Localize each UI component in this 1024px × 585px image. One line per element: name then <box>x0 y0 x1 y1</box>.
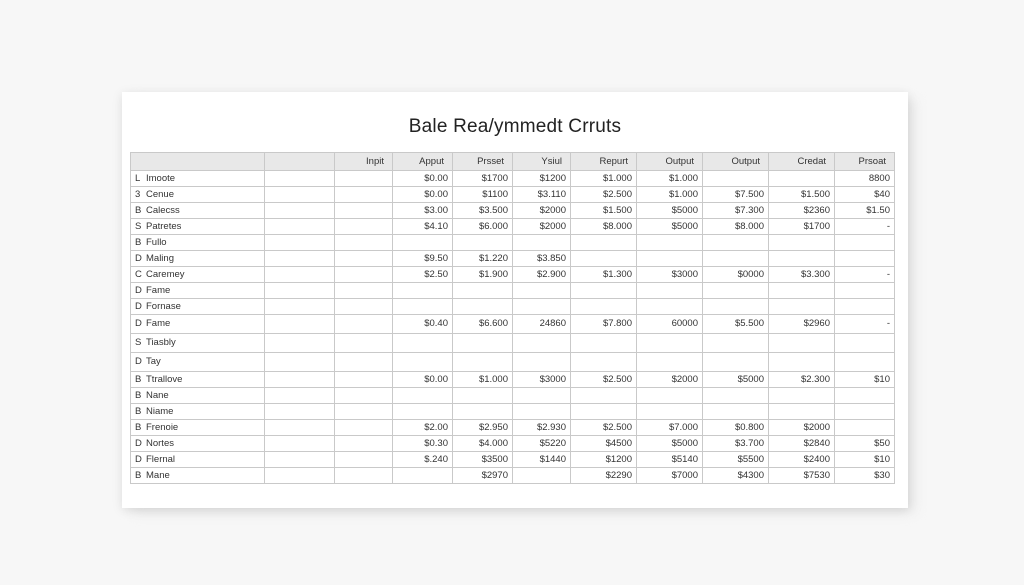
table-cell <box>637 251 703 267</box>
table-cell: $50 <box>835 436 895 452</box>
column-header: Prsoat <box>835 153 895 171</box>
table-cell: 60000 <box>637 315 703 334</box>
table-cell <box>835 353 895 372</box>
table-cell: $3.850 <box>513 251 571 267</box>
table-row <box>131 235 895 251</box>
row-name: Fame <box>146 318 171 329</box>
table-cell: $2000 <box>769 420 835 436</box>
row-label-cell <box>131 315 265 334</box>
table-cell <box>637 235 703 251</box>
table-cell <box>835 404 895 420</box>
row-key: D <box>135 252 142 264</box>
table-cell <box>393 235 453 251</box>
table-cell <box>393 353 453 372</box>
table-cell: $30 <box>835 468 895 484</box>
table-cell <box>571 299 637 315</box>
table-cell: $1700 <box>769 219 835 235</box>
row-key: B <box>135 389 142 401</box>
table-row <box>131 251 895 267</box>
table-cell: $1440 <box>513 452 571 468</box>
table-cell: $6.600 <box>453 315 513 334</box>
table-cell <box>335 187 393 203</box>
table-cell <box>513 353 571 372</box>
row-key: B <box>135 373 142 385</box>
table-row <box>131 315 895 334</box>
table-cell: $3500 <box>453 452 513 468</box>
table-cell <box>835 299 895 315</box>
table-cell: $2.300 <box>769 372 835 388</box>
row-label-cell <box>131 436 265 452</box>
row-label-cell <box>131 388 265 404</box>
table-cell: $10 <box>835 452 895 468</box>
table-cell <box>637 404 703 420</box>
row-name: Fullo <box>146 236 167 248</box>
table-cell <box>265 251 335 267</box>
table-cell <box>835 251 895 267</box>
table-cell: $2970 <box>453 468 513 484</box>
table-cell: $0.00 <box>393 171 453 187</box>
table-cell <box>703 388 769 404</box>
column-header: Inpit <box>335 153 393 171</box>
row-label-cell <box>131 171 265 187</box>
table-cell <box>335 267 393 283</box>
row-label-cell <box>131 452 265 468</box>
table-cell: $2360 <box>769 203 835 219</box>
table-cell <box>835 388 895 404</box>
table-row <box>131 219 895 235</box>
table-cell <box>335 219 393 235</box>
table-row <box>131 388 895 404</box>
table-cell <box>393 283 453 299</box>
table-cell <box>265 219 335 235</box>
table-cell <box>453 283 513 299</box>
table-cell <box>637 353 703 372</box>
table-cell: $5.500 <box>703 315 769 334</box>
row-label-cell <box>131 283 265 299</box>
table-cell: $1.220 <box>453 251 513 267</box>
row-name: Nortes <box>146 437 174 449</box>
column-header: Prsset <box>453 153 513 171</box>
table-cell <box>335 372 393 388</box>
table-cell: $5500 <box>703 452 769 468</box>
table-cell <box>265 235 335 251</box>
column-header: Repurt <box>571 153 637 171</box>
table-cell: $5140 <box>637 452 703 468</box>
table-cell <box>393 404 453 420</box>
table-cell <box>513 388 571 404</box>
row-key: S <box>135 337 142 348</box>
table-cell <box>335 468 393 484</box>
table-cell <box>265 299 335 315</box>
row-key: 3 <box>135 188 141 200</box>
table-cell: $4500 <box>571 436 637 452</box>
table-cell: $4.10 <box>393 219 453 235</box>
row-key: L <box>135 172 141 184</box>
table-cell <box>265 283 335 299</box>
row-label-cell <box>131 420 265 436</box>
table-cell: $2.500 <box>571 187 637 203</box>
table-cell <box>835 283 895 299</box>
table-cell: $3.700 <box>703 436 769 452</box>
table-cell: $7.300 <box>703 203 769 219</box>
row-label-cell <box>131 203 265 219</box>
table-cell <box>335 388 393 404</box>
table-cell <box>703 251 769 267</box>
table-cell: - <box>835 315 895 334</box>
table-cell <box>571 353 637 372</box>
row-key: D <box>135 453 142 465</box>
table-cell <box>637 388 703 404</box>
document-title: Bale Rea/ymmedt Crruts <box>408 116 622 137</box>
table-cell <box>335 452 393 468</box>
table-cell: $1.000 <box>571 171 637 187</box>
table-body <box>131 171 895 484</box>
column-header <box>265 153 335 171</box>
table-cell: $5000 <box>637 219 703 235</box>
table-cell: $5000 <box>703 372 769 388</box>
row-key: D <box>135 437 142 449</box>
table-row <box>131 404 895 420</box>
row-name: Imoote <box>146 172 176 184</box>
table-cell <box>769 388 835 404</box>
row-name: Maling <box>146 252 174 264</box>
table-cell <box>835 420 895 436</box>
table-cell <box>265 171 335 187</box>
table-cell: $2.00 <box>393 420 453 436</box>
row-key: C <box>135 268 142 280</box>
table-cell: $1.50 <box>835 203 895 219</box>
table-cell: - <box>835 267 895 283</box>
table-cell: $1.000 <box>637 171 703 187</box>
table-cell: $4.000 <box>453 436 513 452</box>
row-key: B <box>135 236 142 248</box>
table-cell <box>335 334 393 353</box>
row-label-cell <box>131 372 265 388</box>
table-cell: $1.500 <box>769 187 835 203</box>
table-cell: $1.300 <box>571 267 637 283</box>
column-header: Apput <box>393 153 453 171</box>
row-label-cell <box>131 187 265 203</box>
table-cell <box>703 353 769 372</box>
table-cell <box>265 468 335 484</box>
row-key: D <box>135 284 142 296</box>
document-sheet <box>122 92 908 508</box>
table-cell <box>637 283 703 299</box>
row-key: S <box>135 220 142 232</box>
table-cell: $2.500 <box>571 420 637 436</box>
table-cell: $40 <box>835 187 895 203</box>
table-row <box>131 203 895 219</box>
table-cell: $1.000 <box>637 187 703 203</box>
table-cell: $6.000 <box>453 219 513 235</box>
table-cell: $2.50 <box>393 267 453 283</box>
row-key: D <box>135 356 142 367</box>
row-name: Flernal <box>146 453 176 465</box>
table-cell: - <box>835 219 895 235</box>
table-cell <box>393 388 453 404</box>
table-cell: 8800 <box>835 171 895 187</box>
table-row <box>131 334 895 353</box>
table-cell <box>513 235 571 251</box>
row-name: Fornase <box>146 300 181 312</box>
table-cell <box>571 283 637 299</box>
table-cell <box>265 203 335 219</box>
table-cell <box>335 283 393 299</box>
table-cell <box>335 299 393 315</box>
row-name: Mane <box>146 469 170 481</box>
table-row <box>131 436 895 452</box>
table-cell: $2400 <box>769 452 835 468</box>
row-name: Ttrallove <box>146 373 183 385</box>
table-cell <box>393 468 453 484</box>
column-header: Output <box>637 153 703 171</box>
table-cell <box>265 372 335 388</box>
table-cell <box>335 235 393 251</box>
table-row <box>131 267 895 283</box>
table-row <box>131 452 895 468</box>
row-name: Fame <box>146 284 171 296</box>
table-cell: $3000 <box>637 267 703 283</box>
table-cell <box>265 267 335 283</box>
table-cell <box>571 251 637 267</box>
table-cell <box>393 334 453 353</box>
table-cell: $3.110 <box>513 187 571 203</box>
table-cell: $5000 <box>637 203 703 219</box>
row-name: Tay <box>146 356 161 367</box>
table-cell: $8.000 <box>703 219 769 235</box>
table-cell <box>571 235 637 251</box>
table-row <box>131 187 895 203</box>
table-cell <box>769 283 835 299</box>
table-cell <box>335 353 393 372</box>
table-cell <box>335 420 393 436</box>
table-cell: $10 <box>835 372 895 388</box>
table-cell <box>769 251 835 267</box>
row-name: Cenue <box>146 188 174 200</box>
table-cell <box>265 404 335 420</box>
table-cell: $2840 <box>769 436 835 452</box>
table-cell: $1100 <box>453 187 513 203</box>
table-cell <box>453 353 513 372</box>
table-cell: $0.800 <box>703 420 769 436</box>
table-cell <box>703 283 769 299</box>
table-cell <box>335 251 393 267</box>
table-cell <box>335 203 393 219</box>
row-name: Caremey <box>146 268 185 280</box>
row-label-cell <box>131 468 265 484</box>
table-cell: $2.930 <box>513 420 571 436</box>
table-cell <box>265 452 335 468</box>
table-cell <box>453 404 513 420</box>
table-cell: $2000 <box>513 219 571 235</box>
table-cell: $1.500 <box>571 203 637 219</box>
table-cell: $7.500 <box>703 187 769 203</box>
table-cell <box>513 468 571 484</box>
row-label-cell <box>131 299 265 315</box>
row-key: B <box>135 204 142 216</box>
row-key: B <box>135 421 142 433</box>
row-key: D <box>135 300 142 312</box>
column-header: Output <box>703 153 769 171</box>
data-table <box>130 152 895 484</box>
table-cell <box>703 404 769 420</box>
row-name: Niame <box>146 405 174 417</box>
table-cell <box>265 334 335 353</box>
table-cell <box>265 436 335 452</box>
row-label-cell <box>131 267 265 283</box>
table-cell <box>703 235 769 251</box>
table-cell <box>835 334 895 353</box>
table-cell: $3.00 <box>393 203 453 219</box>
table-cell: $7000 <box>637 468 703 484</box>
table-cell: $1.000 <box>453 372 513 388</box>
row-key: D <box>135 318 142 329</box>
table-cell: $2960 <box>769 315 835 334</box>
row-label-cell <box>131 219 265 235</box>
table-cell <box>571 388 637 404</box>
table-cell <box>703 171 769 187</box>
row-key: B <box>135 405 142 417</box>
table-row <box>131 299 895 315</box>
table-cell: $2.950 <box>453 420 513 436</box>
row-label-cell <box>131 404 265 420</box>
row-label-cell <box>131 353 265 372</box>
table-cell <box>769 353 835 372</box>
table-cell: $2.500 <box>571 372 637 388</box>
table-cell <box>265 315 335 334</box>
row-name: Patretes <box>146 220 182 232</box>
table-cell <box>453 388 513 404</box>
table-cell: $0000 <box>703 267 769 283</box>
table-cell <box>335 171 393 187</box>
table-cell: $2000 <box>637 372 703 388</box>
table-row <box>131 372 895 388</box>
table-cell: $7.000 <box>637 420 703 436</box>
table-cell: $3.300 <box>769 267 835 283</box>
table-cell: $7.800 <box>571 315 637 334</box>
table-cell: 24860 <box>513 315 571 334</box>
row-label-cell <box>131 334 265 353</box>
row-name: Calecss <box>146 204 180 216</box>
table-cell <box>769 235 835 251</box>
table-cell <box>265 353 335 372</box>
column-header: Credat <box>769 153 835 171</box>
table-cell <box>513 404 571 420</box>
table-row <box>131 283 895 299</box>
table-cell: $0.30 <box>393 436 453 452</box>
table-cell <box>265 420 335 436</box>
table-cell <box>769 171 835 187</box>
table-cell: $9.50 <box>393 251 453 267</box>
row-label-cell <box>131 251 265 267</box>
table-cell <box>393 299 453 315</box>
row-key: B <box>135 469 142 481</box>
row-name: Tiasbly <box>146 337 176 348</box>
table-cell <box>769 299 835 315</box>
table-cell <box>637 334 703 353</box>
table-cell <box>769 404 835 420</box>
table-cell <box>453 299 513 315</box>
table-header-row <box>131 153 895 171</box>
table-cell: $1700 <box>453 171 513 187</box>
table-cell <box>335 436 393 452</box>
table-cell: $1.900 <box>453 267 513 283</box>
table-cell <box>769 334 835 353</box>
table-cell: $2.900 <box>513 267 571 283</box>
table-cell: $1200 <box>571 452 637 468</box>
row-name: Nane <box>146 389 169 401</box>
table-cell <box>703 334 769 353</box>
table-cell <box>835 235 895 251</box>
table-cell: $1200 <box>513 171 571 187</box>
table-cell: $3000 <box>513 372 571 388</box>
table-cell <box>571 334 637 353</box>
table-cell: $3.500 <box>453 203 513 219</box>
table-cell: $5000 <box>637 436 703 452</box>
table-cell: $2000 <box>513 203 571 219</box>
table-cell <box>513 299 571 315</box>
table-cell <box>335 404 393 420</box>
table-cell <box>265 388 335 404</box>
table-cell: $7530 <box>769 468 835 484</box>
row-label-cell <box>131 235 265 251</box>
table-cell: $4300 <box>703 468 769 484</box>
table-cell <box>453 334 513 353</box>
table-cell: $2290 <box>571 468 637 484</box>
table-cell: $8.000 <box>571 219 637 235</box>
table-row <box>131 420 895 436</box>
table-cell <box>453 235 513 251</box>
table-cell: $0.00 <box>393 187 453 203</box>
table-cell <box>637 299 703 315</box>
table-cell <box>335 315 393 334</box>
column-header <box>131 153 265 171</box>
table-cell <box>265 187 335 203</box>
table-cell: $0.40 <box>393 315 453 334</box>
table-cell <box>703 299 769 315</box>
table-row <box>131 468 895 484</box>
table-row <box>131 171 895 187</box>
table-cell: $5220 <box>513 436 571 452</box>
table-cell <box>513 283 571 299</box>
column-header: Ysiul <box>513 153 571 171</box>
table-cell <box>513 334 571 353</box>
table-cell: $.240 <box>393 452 453 468</box>
table-cell <box>571 404 637 420</box>
table-cell: $0.00 <box>393 372 453 388</box>
row-name: Frenoie <box>146 421 179 433</box>
table-row <box>131 353 895 372</box>
